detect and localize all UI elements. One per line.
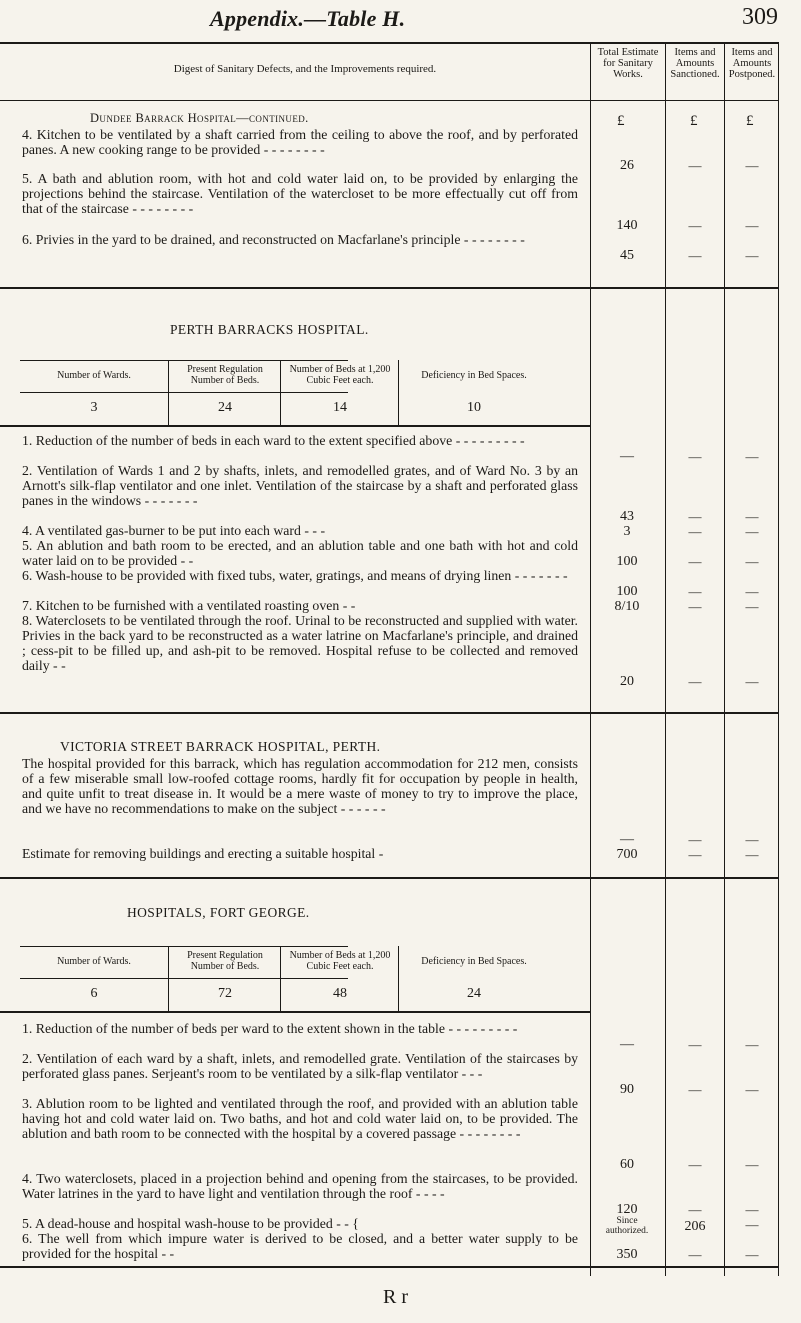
fg-sanctioned-1: — [688, 1037, 702, 1052]
header-bottom-rule [0, 100, 778, 101]
perth-item-5: 5. An ablution and bath room to be erected, and an ablution table and one bath with hot and cold water laid on to be provided - - [22, 538, 578, 568]
dundee-title: Dundee Barrack Hospital—continued. [90, 111, 309, 125]
dundee-sanctioned-4: — [688, 158, 702, 173]
perth-td-present: 24 [218, 400, 232, 415]
victoria-para-amount: — [620, 832, 634, 847]
perth-item-8: 8. Waterclosets to be ventilated through the roof. Urinal to be reconstructed and supplied with water. Privies in the back yard to be reconstructed as a water latrine on Macfarlane's principle, and drained ; cess-pit to be filled up, and ash-pit to be removed. Hospital refuse to be collected and removed daily - - [22, 613, 578, 673]
victoria-paragraph: The hospital provided for this barrack, which has regulation accommodation for 212 men, consists of a few miserable small low-roofed cottage rooms, hardly fit for occupation by people in health, and quite unfit to treat disease in. It would be a mere waste of money to try to improve the place, and we have no recommendations to make on the subject - - - - - - [22, 756, 578, 816]
perth-postponed-4: — [745, 524, 759, 539]
fg-th-present: Present Regulation Number of Beds. [187, 950, 263, 972]
signature-mark: R r [383, 1286, 408, 1308]
perth-postponed-7: — [745, 599, 759, 614]
perth-sanctioned-5: — [688, 554, 702, 569]
perth-td-beds: 14 [333, 400, 347, 415]
currency-total: £ [617, 113, 625, 129]
col-header-sanctioned: Items and Amounts Sanctioned. [670, 47, 720, 80]
perth-sanctioned-8: — [688, 674, 702, 689]
section-rule-1 [0, 287, 778, 289]
perth-amount-7: 8/10 [614, 599, 640, 614]
dundee-postponed-5: — [745, 218, 759, 233]
table-top-rule [0, 42, 778, 44]
fg-item-3: 3. Ablution room to be lighted and ventilated through the roof, and provided with an ablution table having hot and cold water laid on. Two baths, and hot and cold water laid on, to be provided. The ablution and bath room to be connected with the hospital by a covered passage - - - - - - - - [22, 1096, 578, 1141]
fg-sanctioned-6: — [688, 1247, 702, 1262]
fg-item-4: 4. Two waterclosets, placed in a projection behind and opening from the staircases, to be provided. Water latrines in the yard to have light and ventilation through the roof - - - - [22, 1171, 578, 1201]
perth-postponed-1: — [745, 449, 759, 464]
perth-postponed-5: — [745, 554, 759, 569]
perth-amount-8: 20 [620, 674, 634, 689]
fg-amount-3: 60 [620, 1157, 634, 1172]
col-divider-1 [590, 42, 591, 1276]
fg-sanctioned-2: — [688, 1082, 702, 1097]
fg-td-wards: 6 [90, 986, 98, 1001]
dundee-amount-6: 45 [620, 248, 634, 263]
fg-amount-6: 350 [616, 1247, 638, 1262]
perth-amount-1: — [620, 449, 634, 464]
fortgeorge-title: HOSPITALS, FORT GEORGE. [127, 905, 310, 920]
fg-postponed-6: — [745, 1247, 759, 1262]
fg-sanctioned-5: 206 [684, 1219, 706, 1234]
currency-sanctioned: £ [690, 113, 698, 129]
perth-th-present: Present Regulation Number of Beds. [187, 364, 263, 386]
fg-sanctioned-4: — [688, 1202, 702, 1217]
victoria-para-sanctioned: — [688, 832, 702, 847]
dundee-amount-4: 26 [620, 158, 634, 173]
page-number: 309 [742, 4, 778, 30]
perth-sanctioned-4: — [688, 524, 702, 539]
col-header-digest: Digest of Sanitary Defects, and the Improvements required. [173, 63, 437, 75]
victoria-estimate: Estimate for removing buildings and erecting a suitable hospital - [22, 846, 384, 861]
fg-td-deficiency: 24 [467, 986, 481, 1001]
perth-sanctioned-6: — [688, 584, 702, 599]
perth-item-6: 6. Wash-house to be provided with fixed tubs, water, gratings, and means of drying linen - - - - - - - [22, 568, 568, 583]
fg-th-beds: Number of Beds at 1,200 Cubic Feet each. [289, 950, 391, 972]
victoria-estimate-amount: 700 [616, 847, 638, 862]
perth-td-deficiency: 10 [467, 400, 481, 415]
perth-sanctioned-2: — [688, 509, 702, 524]
fg-postponed-3: — [745, 1157, 759, 1172]
perth-postponed-2: — [745, 509, 759, 524]
perth-th-deficiency: Deficiency in Bed Spaces. [421, 370, 527, 381]
section-rule-2 [0, 712, 778, 714]
fg-item-2: 2. Ventilation of each ward by a shaft, inlets, and remodelled grate. Ventilation of the staircases by perforated glass panes. Serjeant's room to be ventilated by a silk-flap ventilator - - - [22, 1051, 578, 1081]
perth-postponed-8: — [745, 674, 759, 689]
dundee-item-5: 5. A bath and ablution room, with hot and cold water laid on, to be provided by enlarging the projections behind the staircase. Ventilation of the watercloset to be more effectually cut off from that of the staircase - - - - - - - - [22, 171, 578, 216]
fg-amount-4: 120 [616, 1202, 638, 1217]
perth-subtable-mid [20, 392, 348, 393]
col-header-postponed: Items and Amounts Postponed. [728, 47, 776, 80]
victoria-title: VICTORIA STREET BARRACK HOSPITAL, PERTH. [60, 739, 381, 754]
perth-sanctioned-1: — [688, 449, 702, 464]
perth-postponed-6: — [745, 584, 759, 599]
dundee-sanctioned-6: — [688, 248, 702, 263]
fg-postponed-5: — [745, 1217, 759, 1232]
fg-subtable-mid [20, 978, 348, 979]
fg-amount-1: — [620, 1037, 634, 1052]
fg-sanctioned-3: — [688, 1157, 702, 1172]
fg-sub-col-3 [398, 946, 399, 1011]
fg-item-1: 1. Reduction of the number of beds per ward to the extent shown in the table - - - - - - - - - [22, 1021, 518, 1036]
perth-sanctioned-7: — [688, 599, 702, 614]
fg-amount-5: Since authorized. [605, 1216, 649, 1236]
perth-title: PERTH BARRACKS HOSPITAL. [170, 322, 369, 337]
dundee-item-6: 6. Privies in the yard to be drained, and reconstructed on Macfarlane's principle - - - - - - - - [22, 232, 525, 247]
fg-item-5: 5. A dead-house and hospital wash-house to be provided - - { [22, 1216, 359, 1231]
perth-subtable-top [20, 360, 348, 361]
fg-item-6: 6. The well from which impure water is derived to be closed, and a better water supply to be provided for the hospital - - [22, 1231, 578, 1261]
perth-item-1: 1. Reduction of the number of beds in each ward to the extent specified above - - - - - - - - - [22, 433, 525, 448]
fg-sub-col-1 [168, 946, 169, 1011]
fg-postponed-1: — [745, 1037, 759, 1052]
dundee-amount-5: 140 [616, 218, 638, 233]
dundee-item-4: 4. Kitchen to be ventilated by a shaft carried from the ceiling to above the roof, and by perforated panes. A new cooking range to be provided - - - - - - - - [22, 127, 578, 157]
dundee-postponed-6: — [745, 248, 759, 263]
perth-td-wards: 3 [90, 400, 98, 415]
perth-th-beds: Number of Beds at 1,200 Cubic Feet each. [289, 364, 391, 386]
col-header-total: Total Estimate for Sanitary Works. [597, 47, 659, 80]
perth-item-2: 2. Ventilation of Wards 1 and 2 by shafts, inlets, and remodelled grates, and of Ward No. 3 by an Arnott's silk-flap ventilator and one inlet. Ventilation of the staircase by a shaft and perforated glass panes in the windows - - - - - - - [22, 463, 578, 508]
perth-amount-2: 43 [620, 509, 634, 524]
fg-sub-col-2 [280, 946, 281, 1011]
perth-amount-5: 100 [616, 554, 638, 569]
fg-td-beds: 48 [333, 986, 347, 1001]
fg-th-wards: Number of Wards. [57, 956, 131, 967]
table-bottom-rule [0, 1266, 778, 1268]
fg-td-present: 72 [218, 986, 232, 1001]
fg-subtable-top [20, 946, 348, 947]
perth-sub-col-1 [168, 360, 169, 425]
perth-amount-6: 100 [616, 584, 638, 599]
perth-amount-4: 3 [623, 524, 631, 539]
page-header-title: Appendix.—Table H. [210, 6, 406, 31]
victoria-estimate-postponed: — [745, 847, 759, 862]
currency-postponed: £ [746, 113, 754, 129]
dundee-sanctioned-5: — [688, 218, 702, 233]
section-rule-3 [0, 877, 778, 879]
perth-subtable-bottom [0, 425, 590, 427]
victoria-para-postponed: — [745, 832, 759, 847]
fg-th-deficiency: Deficiency in Bed Spaces. [421, 956, 527, 967]
perth-item-4: 4. A ventilated gas-burner to be put into each ward - - - [22, 523, 326, 538]
fg-postponed-2: — [745, 1082, 759, 1097]
perth-item-7: 7. Kitchen to be furnished with a ventilated roasting oven - - [22, 598, 356, 613]
victoria-estimate-sanctioned: — [688, 847, 702, 862]
perth-th-wards: Number of Wards. [57, 370, 131, 381]
perth-sub-col-3 [398, 360, 399, 425]
fg-amount-2: 90 [620, 1082, 634, 1097]
fg-postponed-4: — [745, 1202, 759, 1217]
fg-subtable-bottom [0, 1011, 590, 1013]
dundee-postponed-4: — [745, 158, 759, 173]
perth-sub-col-2 [280, 360, 281, 425]
